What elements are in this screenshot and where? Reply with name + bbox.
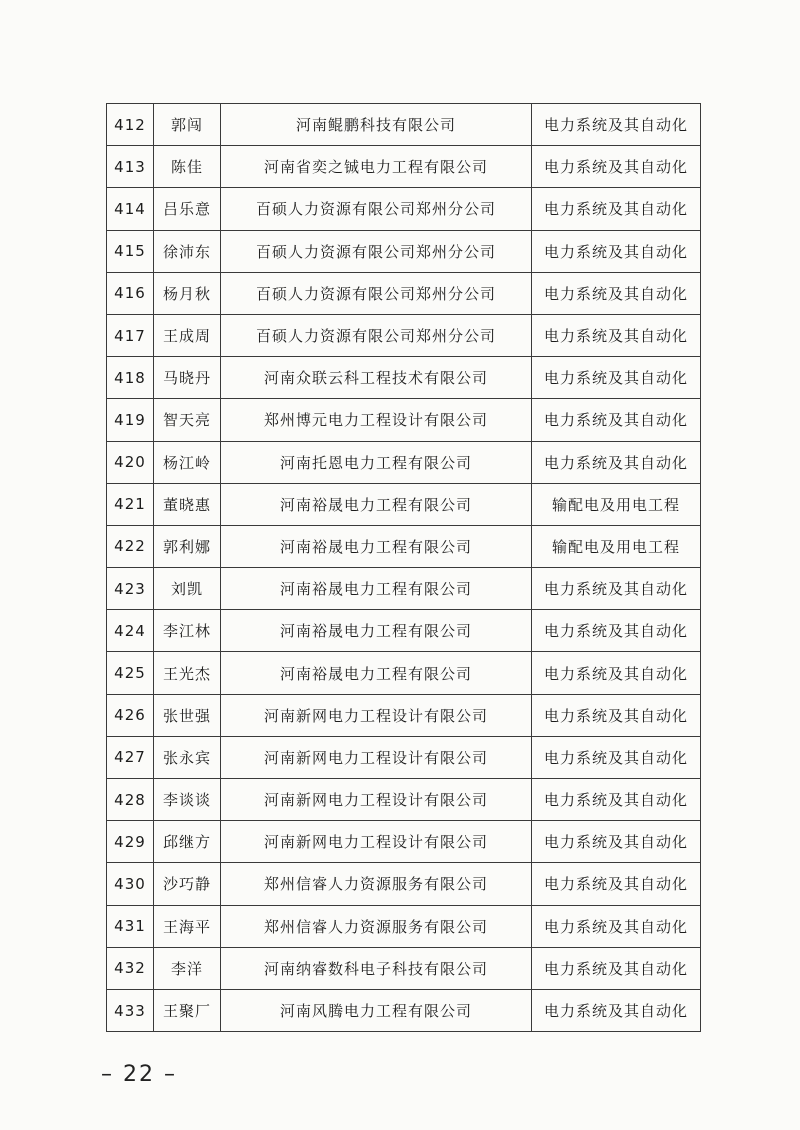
major-cell: 电力系统及其自动化 xyxy=(532,694,701,736)
name-cell: 李谈谈 xyxy=(154,779,221,821)
major-cell: 电力系统及其自动化 xyxy=(532,821,701,863)
company-cell: 百硕人力资源有限公司郑州分公司 xyxy=(221,272,532,314)
company-cell: 河南新网电力工程设计有限公司 xyxy=(221,779,532,821)
table-row xyxy=(107,694,701,736)
table-row xyxy=(107,483,701,525)
name-cell: 张永宾 xyxy=(154,736,221,778)
company-cell: 河南纳睿数科电子科技有限公司 xyxy=(221,947,532,989)
company-cell: 河南裕晟电力工程有限公司 xyxy=(221,610,532,652)
company-cell: 河南新网电力工程设计有限公司 xyxy=(221,821,532,863)
major-cell: 输配电及用电工程 xyxy=(532,483,701,525)
row-number-cell: 418 xyxy=(107,357,154,399)
major-cell: 电力系统及其自动化 xyxy=(532,947,701,989)
company-cell: 河南众联云科工程技术有限公司 xyxy=(221,357,532,399)
row-number-cell: 420 xyxy=(107,441,154,483)
row-number-cell: 417 xyxy=(107,314,154,356)
name-cell: 智天亮 xyxy=(154,399,221,441)
company-cell: 河南省奕之铖电力工程有限公司 xyxy=(221,146,532,188)
major-cell: 电力系统及其自动化 xyxy=(532,905,701,947)
row-number-cell: 425 xyxy=(107,652,154,694)
name-cell: 郭闯 xyxy=(154,104,221,146)
company-cell: 百硕人力资源有限公司郑州分公司 xyxy=(221,314,532,356)
table-row xyxy=(107,652,701,694)
table-row xyxy=(107,736,701,778)
company-cell: 郑州博元电力工程设计有限公司 xyxy=(221,399,532,441)
name-cell: 董晓惠 xyxy=(154,483,221,525)
name-cell: 李洋 xyxy=(154,947,221,989)
major-cell: 电力系统及其自动化 xyxy=(532,146,701,188)
table-row xyxy=(107,863,701,905)
table-row xyxy=(107,947,701,989)
table-row xyxy=(107,610,701,652)
name-cell: 王海平 xyxy=(154,905,221,947)
company-cell: 河南新网电力工程设计有限公司 xyxy=(221,736,532,778)
row-number-cell: 433 xyxy=(107,989,154,1031)
row-number-cell: 429 xyxy=(107,821,154,863)
table-row xyxy=(107,188,701,230)
row-number-cell: 428 xyxy=(107,779,154,821)
row-number-cell: 414 xyxy=(107,188,154,230)
personnel-table xyxy=(106,103,701,1032)
name-cell: 王光杰 xyxy=(154,652,221,694)
company-cell: 河南裕晟电力工程有限公司 xyxy=(221,483,532,525)
name-cell: 李江林 xyxy=(154,610,221,652)
company-cell: 河南裕晟电力工程有限公司 xyxy=(221,525,532,567)
row-number-cell: 432 xyxy=(107,947,154,989)
table-row xyxy=(107,104,701,146)
major-cell: 电力系统及其自动化 xyxy=(532,989,701,1031)
company-cell: 河南裕晟电力工程有限公司 xyxy=(221,568,532,610)
row-number-cell: 431 xyxy=(107,905,154,947)
major-cell: 电力系统及其自动化 xyxy=(532,188,701,230)
major-cell: 电力系统及其自动化 xyxy=(532,230,701,272)
company-cell: 百硕人力资源有限公司郑州分公司 xyxy=(221,188,532,230)
name-cell: 徐沛东 xyxy=(154,230,221,272)
major-cell: 电力系统及其自动化 xyxy=(532,399,701,441)
row-number-cell: 430 xyxy=(107,863,154,905)
name-cell: 杨江岭 xyxy=(154,441,221,483)
company-cell: 河南鲲鹏科技有限公司 xyxy=(221,104,532,146)
major-cell: 电力系统及其自动化 xyxy=(532,610,701,652)
table-row xyxy=(107,441,701,483)
major-cell: 电力系统及其自动化 xyxy=(532,104,701,146)
table-row xyxy=(107,525,701,567)
major-cell: 电力系统及其自动化 xyxy=(532,779,701,821)
name-cell: 邱继方 xyxy=(154,821,221,863)
row-number-cell: 422 xyxy=(107,525,154,567)
company-cell: 郑州信睿人力资源服务有限公司 xyxy=(221,905,532,947)
name-cell: 沙巧静 xyxy=(154,863,221,905)
row-number-cell: 413 xyxy=(107,146,154,188)
name-cell: 吕乐意 xyxy=(154,188,221,230)
name-cell: 王聚厂 xyxy=(154,989,221,1031)
company-cell: 河南托恩电力工程有限公司 xyxy=(221,441,532,483)
major-cell: 电力系统及其自动化 xyxy=(532,314,701,356)
table-row xyxy=(107,821,701,863)
major-cell: 电力系统及其自动化 xyxy=(532,357,701,399)
name-cell: 张世强 xyxy=(154,694,221,736)
major-cell: 电力系统及其自动化 xyxy=(532,568,701,610)
row-number-cell: 416 xyxy=(107,272,154,314)
table-row xyxy=(107,905,701,947)
table-row xyxy=(107,399,701,441)
name-cell: 刘凯 xyxy=(154,568,221,610)
table-row xyxy=(107,357,701,399)
personnel-table-body xyxy=(107,104,701,1032)
row-number-cell: 415 xyxy=(107,230,154,272)
major-cell: 电力系统及其自动化 xyxy=(532,863,701,905)
table-row xyxy=(107,779,701,821)
table-row xyxy=(107,314,701,356)
major-cell: 电力系统及其自动化 xyxy=(532,441,701,483)
company-cell: 郑州信睿人力资源服务有限公司 xyxy=(221,863,532,905)
name-cell: 马晓丹 xyxy=(154,357,221,399)
major-cell: 电力系统及其自动化 xyxy=(532,272,701,314)
name-cell: 杨月秋 xyxy=(154,272,221,314)
name-cell: 王成周 xyxy=(154,314,221,356)
major-cell: 电力系统及其自动化 xyxy=(532,736,701,778)
page-number: – 22 – xyxy=(101,1062,177,1087)
table-row xyxy=(107,568,701,610)
table-row xyxy=(107,272,701,314)
company-cell: 河南裕晟电力工程有限公司 xyxy=(221,652,532,694)
table-row xyxy=(107,146,701,188)
row-number-cell: 419 xyxy=(107,399,154,441)
name-cell: 郭利娜 xyxy=(154,525,221,567)
name-cell: 陈佳 xyxy=(154,146,221,188)
major-cell: 电力系统及其自动化 xyxy=(532,652,701,694)
row-number-cell: 424 xyxy=(107,610,154,652)
company-cell: 百硕人力资源有限公司郑州分公司 xyxy=(221,230,532,272)
table-row xyxy=(107,989,701,1031)
row-number-cell: 426 xyxy=(107,694,154,736)
company-cell: 河南风腾电力工程有限公司 xyxy=(221,989,532,1031)
row-number-cell: 421 xyxy=(107,483,154,525)
company-cell: 河南新网电力工程设计有限公司 xyxy=(221,694,532,736)
row-number-cell: 423 xyxy=(107,568,154,610)
row-number-cell: 427 xyxy=(107,736,154,778)
table-row xyxy=(107,230,701,272)
row-number-cell: 412 xyxy=(107,104,154,146)
major-cell: 输配电及用电工程 xyxy=(532,525,701,567)
